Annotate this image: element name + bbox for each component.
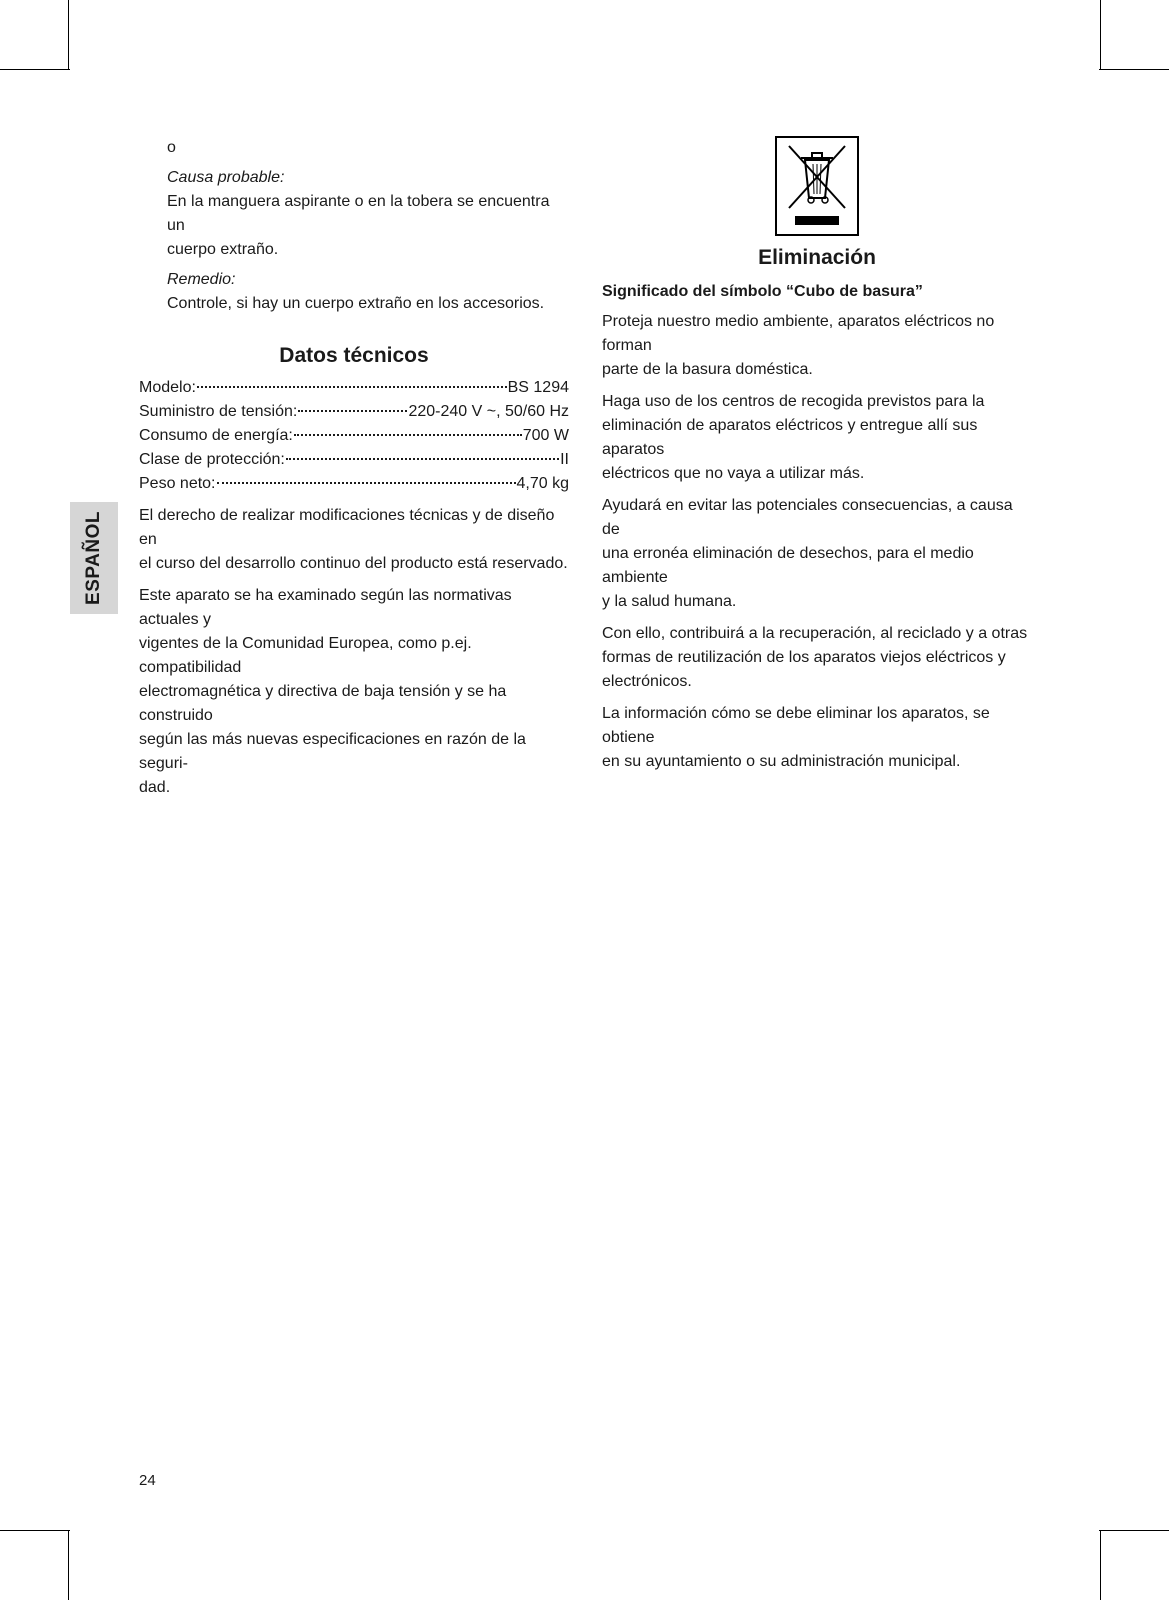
paragraph-line: Haga uso de los centros de recogida previstos para la bbox=[602, 393, 985, 410]
paragraph-line: formas de reutilización de los aparatos viejos eléctricos y bbox=[602, 649, 1006, 666]
paragraph-line: Ayudará en evitar las potenciales consecuencias, a causa de bbox=[602, 497, 1013, 538]
spec-row-protection-class bbox=[139, 448, 569, 472]
crop-mark-top-left-v bbox=[68, 0, 69, 70]
spec-label: Consumo de energía: bbox=[139, 427, 293, 444]
paragraph-line: y la salud humana. bbox=[602, 593, 737, 610]
spec-leader-dots bbox=[286, 458, 559, 460]
left-column bbox=[139, 136, 569, 800]
language-tab bbox=[70, 502, 118, 614]
spec-row-voltage bbox=[139, 400, 569, 424]
spec-label: Suministro de tensión: bbox=[139, 403, 298, 420]
spec-leader-dots bbox=[197, 386, 507, 388]
cause-text-line-1: En la manguera aspirante o en la tobera se encuentra un bbox=[167, 193, 550, 234]
spec-leader-dots bbox=[294, 434, 522, 436]
spec-row-model bbox=[139, 376, 569, 400]
troubleshooting-bullet: o bbox=[167, 139, 176, 156]
crop-mark-top-right-h bbox=[1099, 69, 1169, 70]
crop-mark-bottom-left-v bbox=[68, 1530, 69, 1600]
disposal-paragraph-4 bbox=[602, 622, 1032, 694]
crop-mark-bottom-left-h bbox=[0, 1530, 70, 1531]
remedy-text: Controle, si hay un cuerpo extraño en los accesorios. bbox=[167, 295, 545, 312]
paragraph-line: La información cómo se debe eliminar los aparatos, se obtiene bbox=[602, 705, 990, 746]
spec-label: Peso neto: bbox=[139, 475, 216, 492]
spec-value: BS 1294 bbox=[507, 379, 569, 396]
crop-mark-bottom-right-h bbox=[1099, 1530, 1169, 1531]
paragraph-line: eléctricos que no vaya a utilizar más. bbox=[602, 465, 865, 482]
disposal-paragraph-1 bbox=[602, 310, 1032, 382]
paragraph-line: eliminación de aparatos eléctricos y entregue allí sus aparatos bbox=[602, 417, 978, 458]
spec-value: 220-240 V ~, 50/60 Hz bbox=[408, 403, 569, 420]
disposal-paragraph-2 bbox=[602, 390, 1032, 486]
spec-value: II bbox=[560, 451, 569, 468]
paragraph-line: en su ayuntamiento o su administración municipal. bbox=[602, 753, 961, 770]
paragraph-line: Este aparato se ha examinado según las normativas actuales y bbox=[139, 587, 512, 628]
technical-data-title: Datos técnicos bbox=[279, 344, 429, 367]
paragraph-line: vigentes de la Comunidad Europea, como p.ej. compatibilidad bbox=[139, 635, 472, 676]
spec-label: Clase de protección: bbox=[139, 451, 285, 468]
crop-mark-top-left-h bbox=[0, 69, 70, 70]
paragraph-line: dad. bbox=[139, 779, 171, 796]
language-tab-label: ESPAÑOL bbox=[83, 511, 104, 605]
crop-mark-bottom-right-v bbox=[1100, 1530, 1101, 1600]
paragraph-line: Con ello, contribuirá a la recuperación, al reciclado y a otras bbox=[602, 625, 1028, 642]
modifications-paragraph bbox=[139, 504, 569, 576]
spec-row-power bbox=[139, 424, 569, 448]
spec-list bbox=[139, 376, 569, 496]
spec-leader-dots bbox=[298, 410, 407, 412]
right-column bbox=[602, 136, 1032, 774]
disposal-paragraph-3 bbox=[602, 494, 1032, 614]
paragraph-line: Proteja nuestro medio ambiente, aparatos eléctricos no forman bbox=[602, 313, 995, 354]
paragraph-line: una erronéa eliminación de desechos, para el medio ambiente bbox=[602, 545, 974, 586]
disposal-title: Eliminación bbox=[758, 246, 876, 269]
spec-leader-dots bbox=[217, 482, 516, 484]
remedy-label: Remedio: bbox=[167, 271, 236, 288]
paragraph-line: electrónicos. bbox=[602, 673, 692, 690]
cause-label: Causa probable: bbox=[167, 169, 285, 186]
spec-value: 700 W bbox=[522, 427, 569, 444]
weee-crossed-bin-icon bbox=[775, 136, 859, 236]
compliance-paragraph bbox=[139, 584, 569, 800]
paragraph-line: el curso del desarrollo continuo del producto está reservado. bbox=[139, 555, 568, 572]
spec-row-net-weight bbox=[139, 472, 569, 496]
disposal-subtitle: Significado del símbolo “Cubo de basura” bbox=[602, 283, 923, 300]
paragraph-line: parte de la basura doméstica. bbox=[602, 361, 813, 378]
paragraph-line: según las más nuevas especificaciones en razón de la seguri- bbox=[139, 731, 526, 772]
disposal-paragraph-5 bbox=[602, 702, 1032, 774]
paragraph-line: electromagnética y directiva de baja tensión y se ha construido bbox=[139, 683, 507, 724]
spec-label: Modelo: bbox=[139, 379, 196, 396]
crop-mark-top-right-v bbox=[1100, 0, 1101, 70]
cause-text-line-2: cuerpo extraño. bbox=[167, 241, 279, 258]
paragraph-line: El derecho de realizar modificaciones técnicas y de diseño en bbox=[139, 507, 555, 548]
spec-value: 4,70 kg bbox=[516, 475, 569, 492]
troubleshooting-block bbox=[139, 136, 569, 316]
page-number: 24 bbox=[139, 1472, 156, 1489]
